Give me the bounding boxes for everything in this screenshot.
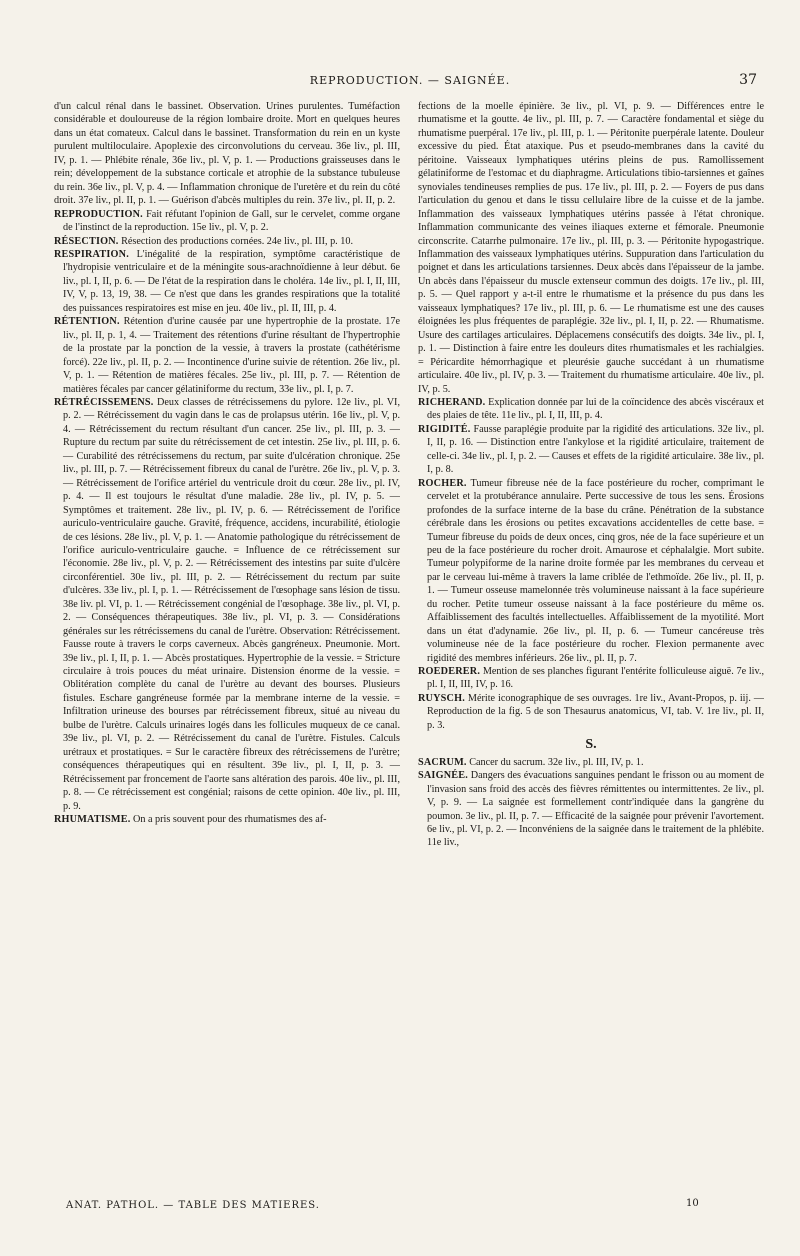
entry-text: Mérite iconographique de ses ouvrages. 1re liv., Avant-Propos, p. iij. — Reproduction de la fig. 5 de son Thesaurus anatomicus, VI, tab. V. 1re liv., pl. II, p. 3. — [427, 692, 764, 731]
entry-term: SACRUM. — [418, 756, 467, 768]
index-entry — [54, 100, 400, 208]
index-entry — [418, 100, 764, 396]
entry-text: Mention de ses planches figurant l'entérite folliculeuse aiguë. 7e liv., pl. I, II, III, IV, p. 16. — [427, 666, 764, 691]
entry-term: RUYSCH. — [418, 692, 465, 704]
entry-text: Rétention d'urine causée par une hypertrophie de la prostate. 17e liv., pl. II, p. 1, 4. — Traitement des rétentions d'urine résultant de l'hypertrophie de la prostate par la ponction de la vessie, à travers la prostate (cathétérisme forcé). 22e liv., pl. II, p. 2. — Incontinence d'urine suivie de rétention. 26e liv., pl. V, p. 1. — Rétention de matières fécales. 25e liv., pl. III, p. 7. — Rétention de matières fécales par cancer gélatiniforme du rectum, 33e liv., pl. I, p. 7. — [63, 316, 400, 395]
page-number: 37 — [739, 72, 757, 88]
running-head: REPRODUCTION. — SAIGNÉE. — [309, 74, 511, 87]
index-entry — [54, 208, 400, 235]
entry-text: Tumeur fibreuse née de la face postérieure du rocher, comprimant le cervelet et la protubérance annulaire. Perte successive de tous les sens. Érosions profondes de la surface interne de la base du crâne. Pénétration de la substance cérébrale dans les érosions ou petites excavations accidentelles de cette base. = Tumeur fibreuse du poids de deux onces, cinq gros, née de la face supérieure et un peu de la face postérieure du rocher droit. Amaurose et céphalalgie. Mort subite. Tumeur polypiforme de la narine droite formée par les membranes du cerveau et par le cerveau lui-même à travers la lame criblée de l'ethmoïde. 26e liv., pl. II, p. 1. — Tumeur osseuse mamelonnée très volumineuse naissant à la face supérieure du rocher. Petite tumeur osseuse naissant à la face postérieure du même os. Affaiblissement des facultés intellectuelles. Affaiblissement de la myotilité. Mort dans un état d'adynamie. 26e liv., pl. II, p. 6. — Tumeur cancéreuse très volumineuse née de la face postérieure du rocher. Flexion permanente avec rigidité des membres inférieurs. 26e liv., pl. II, p. 7. — [427, 477, 764, 664]
index-entry — [418, 756, 764, 769]
entry-term: RIGIDITÉ. — [418, 423, 471, 435]
index-entry — [418, 769, 764, 850]
left-column — [54, 100, 400, 1220]
entry-text: Résection des productions cornées. 24e liv., pl. III, p. 10. — [121, 235, 354, 247]
index-entry — [418, 423, 764, 477]
index-entry — [54, 315, 400, 396]
entry-term: ROEDERER. — [418, 666, 481, 678]
entry-term: SAIGNÉE. — [418, 770, 469, 782]
entry-term: RICHERAND. — [418, 396, 486, 408]
entry-text: Fausse paraplégie produite par la rigidité des articulations. 32e liv., pl. I, II, p. 16. — Distinction entre l'ankylose et la rigidité articulaire, traitement de celle-ci. 34e liv., pl. I, p. 2. — Causes et effets de la rigidité articulaire. 38e liv., pl. I, p. 8. — [427, 423, 764, 476]
index-entry — [54, 235, 400, 248]
entry-text: fections de la moelle épinière. 3e liv., pl. VI, p. 9. — Différences entre le rhumatisme et la goutte. 4e liv., pl. III, p. 7. — Caractère fondamental et siège du rhumatisme puerpéral. 17e liv., pl. III, p. 1. — Péritonite puerpérale latente. Douleur excessive du pied. État ataxique. Pus et pseudo-membranes dans la cavité du péritoine. Vaisseaux lymphatiques utérins pleins de pus. Ramollissement gélatiniforme de l'estomac et du diaphragme. Articulations tibio-tarsiennes et gaînes synoviales tendineuses remplies de pus. 17e liv., pl. III, p. 2. — Foyers de pus dans l'articulation du genou et dans le tissu cellulaire libre de la cuisse et de la jambe. Inflammation des vaisseaux lymphatiques utérins passée à l'état chronique. Inflammation communicante des veines iliaques externe et fémorale. Pneumonie circonscrite. Catarrhe pulmonaire. 17e liv., pl. III, p. 3. — Péritonite hypogastrique. Inflammation des vaisseaux lymphatiques utérins. Suppuration dans l'articulation du poignet et dans les articulations tarsiennes. Deux abcès dans l'épaisseur de la jambe. Un abcès dans l'épaisseur du muscle extenseur commun des doigts. 17e liv., pl. III, p. 5. — Quel rapport y a-t-il entre le rhumatisme et la présence du pus dans les vaisseaux lymphatiques? 17e liv., pl. III, p. 6. — Le rhumatisme est une des causes éloignées les plus fréquentes de paraplégie. 32e liv., pl. I, II, p. 22. — Rhumatisme. Usure des cartilages articulaires. Déplacemens consécutifs des doigts. 34e liv., pl. I, p. 1. — Distinction à faire entre les douleurs dites rhumatismales et les rachialgies. = Péricardite hémorrhagique et pleurésie gauche succédant à un rhumatisme articulaire. 40e liv., pl. IV, p. 3. — Traitement du rhumatisme articulaire. 40e liv., pl. IV, p. 5. — [418, 101, 764, 395]
index-entry — [418, 396, 764, 423]
entry-term: RHUMATISME. — [54, 814, 131, 826]
index-entry — [418, 665, 764, 692]
index-entry — [54, 813, 400, 826]
entry-text: Cancer du sacrum. 32e liv., pl. III, IV, p. 1. — [469, 756, 644, 768]
entry-term: ROCHER. — [418, 477, 467, 489]
footer-title: ANAT. PATHOL. — TABLE DES MATIERES. — [66, 1200, 320, 1211]
entry-text: Explication donnée par lui de la coïncidence des abcès viscéraux et des plaies de tête. 11e liv., pl. I, II, III, p. 4. — [427, 396, 764, 422]
entry-text: Deux classes de rétrécissemens du pylore. 12e liv., pl. VI, p. 2. — Rétrécissement du vagin dans le cas de prolapsus utérin. 16e liv., pl. V, p. 4. — Rétrécissement du rectum résultant d'un cancer. 25e liv., pl. III, p. 3. — Rupture du rectum par suite du rétrécissement de cet intestin. 25e liv., pl. III, p. 6. — Curabilité des rétrécissemens du rectum, par suite d'ulcération chronique. 25e liv., pl. III, p. 7. — Rétrécissement fibreux du canal de l'urètre. 26e liv., pl. V, p. 3. — Rétrécissement de l'orifice artériel du ventricule droit du cœur. 28e liv., pl. IV, p. 4. — Il est toujours le résultat d'une maladie. 28e liv., pl. IV, p. 5. — Symptômes et traitement. 28e liv., pl. IV, p. 6. — Rétrécissement de l'orifice auriculo-ventriculaire gauche. Gravité, fréquence, accidens, incurabilité, étiologie de ces lésions. 28e liv., pl. V, p. 1. — Anatomie pathologique du rétrécissement de l'orifice auriculo-ventriculaire gauche. = Influence de ce rétrécissement sur l'économie. 28e liv., pl. V, p. 2. — Rétrécissement des intestins par suite d'ulcère circonférentiel. 30e liv., pl. III, p. 2. — Rétrécissement du rectum par suite d'ulcères. 33e liv., pl. I, p. 1. — Rétrécissement de l'œsophage sans lésion de tissu. 38e liv. pl. VI, p. 1. — Rétrécissement congénial de l'œsophage. 38e liv., pl. VI, p. 2. — Conséquences thérapeutiques. 38e liv., pl. VI, p. 3. — Considérations générales sur les rétrécissemens du canal de l'urètre. Observation: Rétrécissement. Fausse route à travers le corps caverneux. Abcès gangréneux. Pneumonie. Mort. 39e liv., pl. I, II, p. 1. — Abcès prostatiques. Hypertrophie de la vessie. = Stricture circulaire à trois pouces du méat urinaire. Distension énorme de la vessie. = Oblitération complète du canal de l'urètre au devant des bourses. Plusieurs fistules. Eschare gangréneuse formée par la membrane interne de la vessie. = Infiltration urineuse des bourses par rétrécissement fibreux, situé au niveau du bulbe de l'urètre. Calculs urinaires logés dans les follicules muqueux de ce canal. 39e liv., pl. VI, p. 2. — Rétrécissement du canal de l'urètre. Fistules. Calculs urétraux et prostatiques. = Sur le caractère fibreux des rétrécissemens de l'urètre; conséquences thérapeutiques qui en résultent. 39e liv., pl. I, II, p. 3. — Rétrécissement par froncement de l'aorte sans altération des parois. 40e liv., pl. III, p. 8. — Ce rétrécissement est congénial; raisons de cette opinion. 40e liv., pl. III, p. 9. — [63, 396, 400, 812]
index-entry — [418, 692, 764, 732]
index-entry — [54, 396, 400, 813]
entry-term: RESPIRATION. — [54, 248, 129, 260]
section-letter: S. — [585, 737, 597, 753]
signature-mark: 10 — [686, 1198, 699, 1209]
entry-text: Dangers des évacuations sanguines pendant le frisson ou au moment de l'invasion sans froid des accès des fièvres rémittentes ou intermittentes. 2e liv., pl. V, p. 9. — La saignée est formellement contr'indiquée dans la gangrène du poumon. 3e liv., pl. II, p. 7. — Efficacité de la saignée pour prévenir l'avortement. 6e liv., pl. VI, p. 2. — Inconvéniens de la saignée dans le traitement de la phlébite. 11e liv., — [427, 770, 764, 849]
entry-term: RÉTENTION. — [54, 316, 120, 328]
entry-text: On a pris souvent pour des rhumatismes des af- — [132, 814, 327, 826]
entry-text: Fait réfutant l'opinion de Gall, sur le cervelet, comme organe de l'instinct de la reproduction. 15e liv., pl. V, p. 2. — [63, 208, 400, 234]
entry-term: RÉTRÉCISSEMENS. — [54, 396, 154, 408]
entry-term: REPRODUCTION. — [54, 208, 143, 220]
entry-term: RÉSECTION. — [54, 235, 119, 247]
entry-text: d'un calcul rénal dans le bassinet. Observation. Urines purulentes. Tuméfaction considérable et douloureuse de la région lombaire droite. Mort en quelques heures dans un état comateux. Calcul dans le bassinet. Transformation du rein en un kyste purulent multiloculaire. Apoplexie des circonvolutions du cerveau. 36e liv., pl. III, IV, p. 1. — Phlébite rénale, 36e liv., pl. V, p. 1. — Productions graisseuses dans le rein; développement de la substance corticale et atrophie de la substance tubuleuse du rein. 36e liv., pl. V, p. 4. — Inflammation chronique de l'uretère et du rein du côté droit. 37e liv., pl. II, p. 1. — Guérison d'abcès multiples du rein. 37e liv., pl. II, p. 2. — [54, 101, 400, 207]
index-entry — [54, 248, 400, 315]
index-entry — [418, 477, 764, 665]
right-column — [418, 100, 764, 1220]
entry-text: L'inégalité de la respiration, symptôme caractéristique de l'hydropisie ventriculaire et de la méningite sous-arachnoïdienne à leur début. 6e liv., pl. I, II, p. 6. — De l'état de la respiration dans le choléra. 14e liv., pl. I, II, III, IV, V, p. 13, 19, 38. — Ce n'est que dans les grandes respirations que la totalité des puissances respiratoires est mise en jeu. 40e liv., pl. II, III, p. 4. — [63, 248, 400, 314]
